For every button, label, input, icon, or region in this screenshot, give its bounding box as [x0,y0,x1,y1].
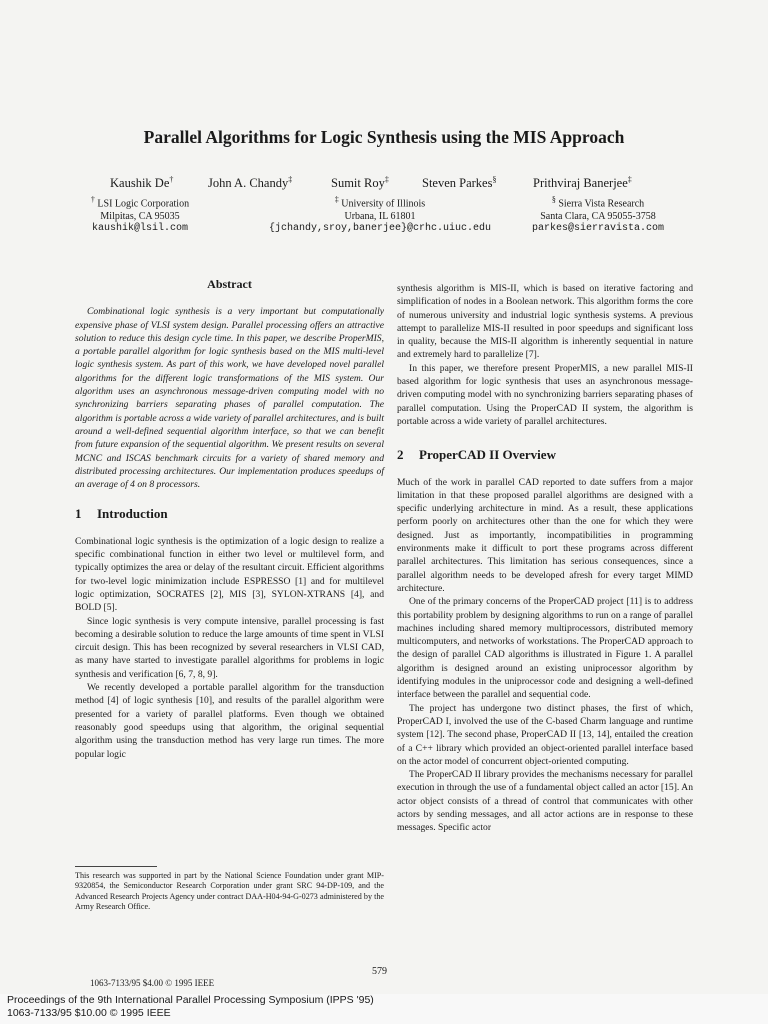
proceedings-banner [0,994,768,1024]
affiliation: § Sierra Vista Research Santa Clara, CA 95055-3758 parkes@sierravista.com [518,194,678,236]
author-name: Sumit Roy‡ [331,175,389,191]
author-name: Steven Parkes§ [422,175,497,191]
author-email: kaushik@lsil.com [91,223,188,235]
page-number: 579 [372,966,387,977]
affiliation: † LSI Logic Corporation Milpitas, CA 95035 kaushik@lsil.com [70,194,210,236]
left-column [75,278,384,761]
right-column [397,282,693,835]
author-name: Kaushik De† [110,175,174,191]
author-email: {jchandy,sroy,banerjee}@crhc.uiuc.edu [268,223,492,235]
copyright-line: 1063-7133/95 $4.00 © 1995 IEEE [90,978,215,988]
paragraph: Since logic synthesis is very compute intensive, parallel processing is fast becoming a desirable solution to reduce the large amounts of time spent in VLSI circuit design. This has been recognized by several researchers in VLSI CAD, as many have started to investigate parallel algorithms for problems in logic synthesis and verification [6, 7, 8, 9]. [75,615,384,680]
abstract-heading: Abstract [207,277,252,291]
affiliation: ‡ University of Illinois Urbana, IL 61801 {jchandy,sroy,banerjee}@crhc.uiuc.edu [230,194,530,236]
footnote-rule [75,866,157,867]
paper-title: Parallel Algorithms for Logic Synthesis using the MIS Approach [143,127,625,147]
paragraph: The ProperCAD II library provides the mechanisms necessary for parallel execution in through the use of a fundamental object called an actor [15]. An actor object consists of a thread of control that communicates with other actors by sending messages, and all actor actions are in response to these messages. Specific actor [397,769,693,834]
paragraph: Combinational logic synthesis is the optimization of a logic design to realize a specific combinational function in either two level or multilevel form, and typically optimizes the area or delay of the resultant circuit. Efficient algorithms for two-level logic minimization include ESPRESSO [1] and for multilevel logic optimization, SOCRATES [2], MIS [3], SYLON-XTRANS [4], and BOLD [5]. [75,535,384,614]
banner-line: Proceedings of the 9th International Parallel Processing Symposium (IPPS '95) [7,994,374,1006]
section-heading: 1 Introduction [75,506,168,522]
paragraph: In this paper, we therefore present ProperMIS, a new parallel MIS-II based algorithm for logic synthesis that uses an asynchronous message-driven computing model with no synchronizing barriers separating phases of parallel computation. Using the ProperCAD II system, the algorithm is portable across a wide variety of parallel architectures. [397,362,693,427]
author-name: John A. Chandy‡ [208,175,293,191]
paragraph: One of the primary concerns of the ProperCAD project [11] is to address this portability problem by designing algorithms to run on a range of parallel machines including shared memory multiprocessors, distributed memory multicomputers, and networks of workstations. The ProperCAD approach to the design of parallel CAD algorithms is illustrated in Figure 1. A parallel algorithm is designed around an existing uniprocessor algorithm by identifying modules in the uniprocessor code and designing a well-defined interface between the parallel and sequential code. [397,596,693,701]
author-name: Prithviraj Banerjee‡ [533,175,632,191]
banner-line: 1063-7133/95 $10.00 © 1995 IEEE [7,1007,171,1019]
abstract-text: Combinational logic synthesis is a very important but computationally expensive phase of VLSI system design. Parallel processing offers an attractive solution to reduce this design cycle time. In this paper, we describe ProperMIS, a portable parallel algorithm for logic synthesis based on the MIS multi-level logic synthesis system. As part of this work, we have developed novel parallel algorithms for the different logic transformations of the MIS system. Our algorithm uses an asynchronous message-driven computing model with no synchronizing barriers separating phases of parallel computation. The algorithm is portable across a wide variety of parallel architectures, and is built around a well-defined sequential algorithm interface, so that we can benefit from future expansion of the sequential algorithm. We present results on several MCNC and ISCAS benchmark circuits for a variety of shared memory and distributed processing architectures. Our implementation produces speedups of an average of 4 on 8 processors. [75,306,384,491]
section-heading: 2 ProperCAD II Overview [397,447,556,463]
paragraph: synthesis algorithm is MIS-II, which is based on iterative factoring and simplification of nodes in a Boolean network. This algorithm forms the core of numerous university and industrial logic synthesis systems. A previous attempt to parallelize MIS-II resulted in poor speedups and significant loss in quality, because the MIS-II algorithm is inherently sequential in nature and extremely hard to parallelize [7]. [397,283,693,361]
footnote: This research was supported in part by the National Science Foundation under grant MIP-9320854, the Semiconductor Research Corporation under grant SRC 94-DP-109, and the Advanced Research Projects Agency under contract DAA-H04-94-G-0273 administered by the Army Research Office. [75,871,384,912]
author-email: parkes@sierravista.com [531,223,665,235]
paragraph: Much of the work in parallel CAD reported to date suffers from a major limitation in that these proposed parallel algorithms are designed with a specific underlying architecture in mind. As a result, these applications perform poorly on architectures other than the one for which they were designed. Just as importantly, incompatibilities in programming environments make it difficult to port these programs across different parallel architectures. This limitation has serious consequences, since a parallel algorithm needs to be developed afresh for every target MIMD architecture. [397,476,693,594]
paragraph: We recently developed a portable parallel algorithm for the transduction method [4] of logic synthesis [10], and results of the parallel algorithm were presented for a variety of parallel platforms. Even though we obtained reasonably good speedups using that algorithm, the original sequential algorithm using the transduction method has very large run times. The more popular logic [75,682,384,760]
paragraph: The project has undergone two distinct phases, the first of which, ProperCAD I, involved the use of the C-based Charm language and runtime system [12]. The second phase, ProperCAD II [13, 14], entailed the creation of a C++ library which provided an object-oriented parallel interface based on the actor model of concurrent object-oriented computing. [397,702,693,767]
